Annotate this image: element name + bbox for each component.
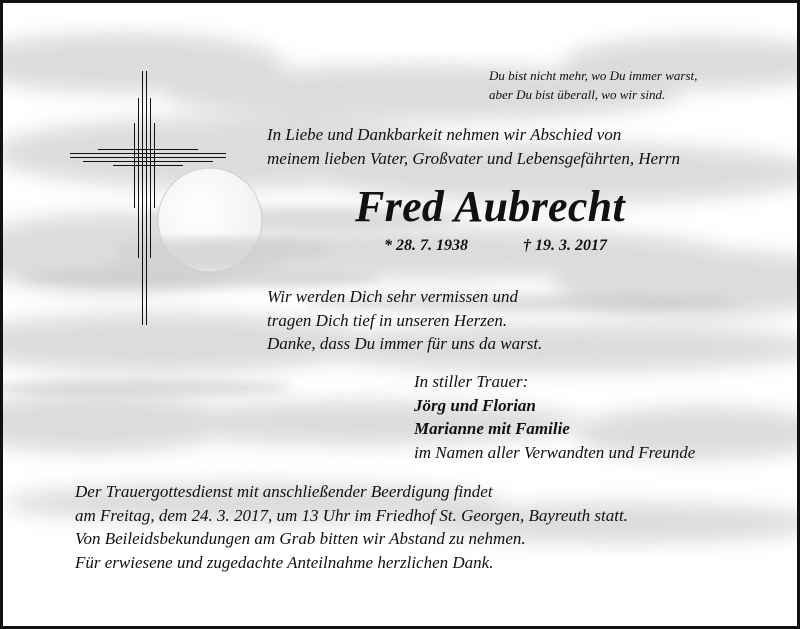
- poem-line: Danke, dass Du immer für uns da warst.: [267, 334, 543, 353]
- motto-line: aber Du bist überall, wo wir sind.: [489, 87, 666, 102]
- mourner-name: Marianne mit Familie: [414, 419, 570, 438]
- mourners-closing: im Namen aller Verwandten und Freunde: [414, 442, 696, 462]
- service-notice: [75, 480, 628, 574]
- poem: [267, 285, 542, 356]
- poem-line: tragen Dich tief in unseren Herzen.: [267, 310, 508, 330]
- deceased-name: Fred Aubrecht: [355, 182, 625, 231]
- service-line: Der Trauergottesdienst mit anschließender Beerdigung findet: [75, 482, 493, 501]
- poem-line: Wir werden Dich sehr vermissen und: [267, 287, 519, 306]
- death-date: † 19. 3. 2017: [523, 237, 607, 254]
- intro-line: meinem lieben Vater, Großvater und Lebensgefährten, Herrn: [267, 148, 680, 168]
- intro-text: [267, 123, 680, 170]
- mourner-name: Jörg und Florian: [414, 395, 536, 415]
- mourners-heading: In stiller Trauer:: [414, 372, 529, 391]
- service-line: am Freitag, dem 24. 3. 2017, um 13 Uhr im Friedhof St. Georgen, Bayreuth statt.: [75, 505, 628, 525]
- mourners-block: [414, 370, 695, 464]
- motto-line: Du bist nicht mehr, wo Du immer warst,: [489, 68, 698, 83]
- service-line: Von Beileidsbekundungen am Grab bitten wir Abstand zu nehmen.: [75, 529, 526, 548]
- service-line: Für erwiesene und zugedachte Anteilnahme herzlichen Dank.: [75, 552, 494, 572]
- motto: [489, 66, 697, 104]
- intro-line: In Liebe und Dankbarkeit nehmen wir Abschied von: [267, 125, 622, 144]
- birth-date: * 28. 7. 1938: [384, 237, 468, 254]
